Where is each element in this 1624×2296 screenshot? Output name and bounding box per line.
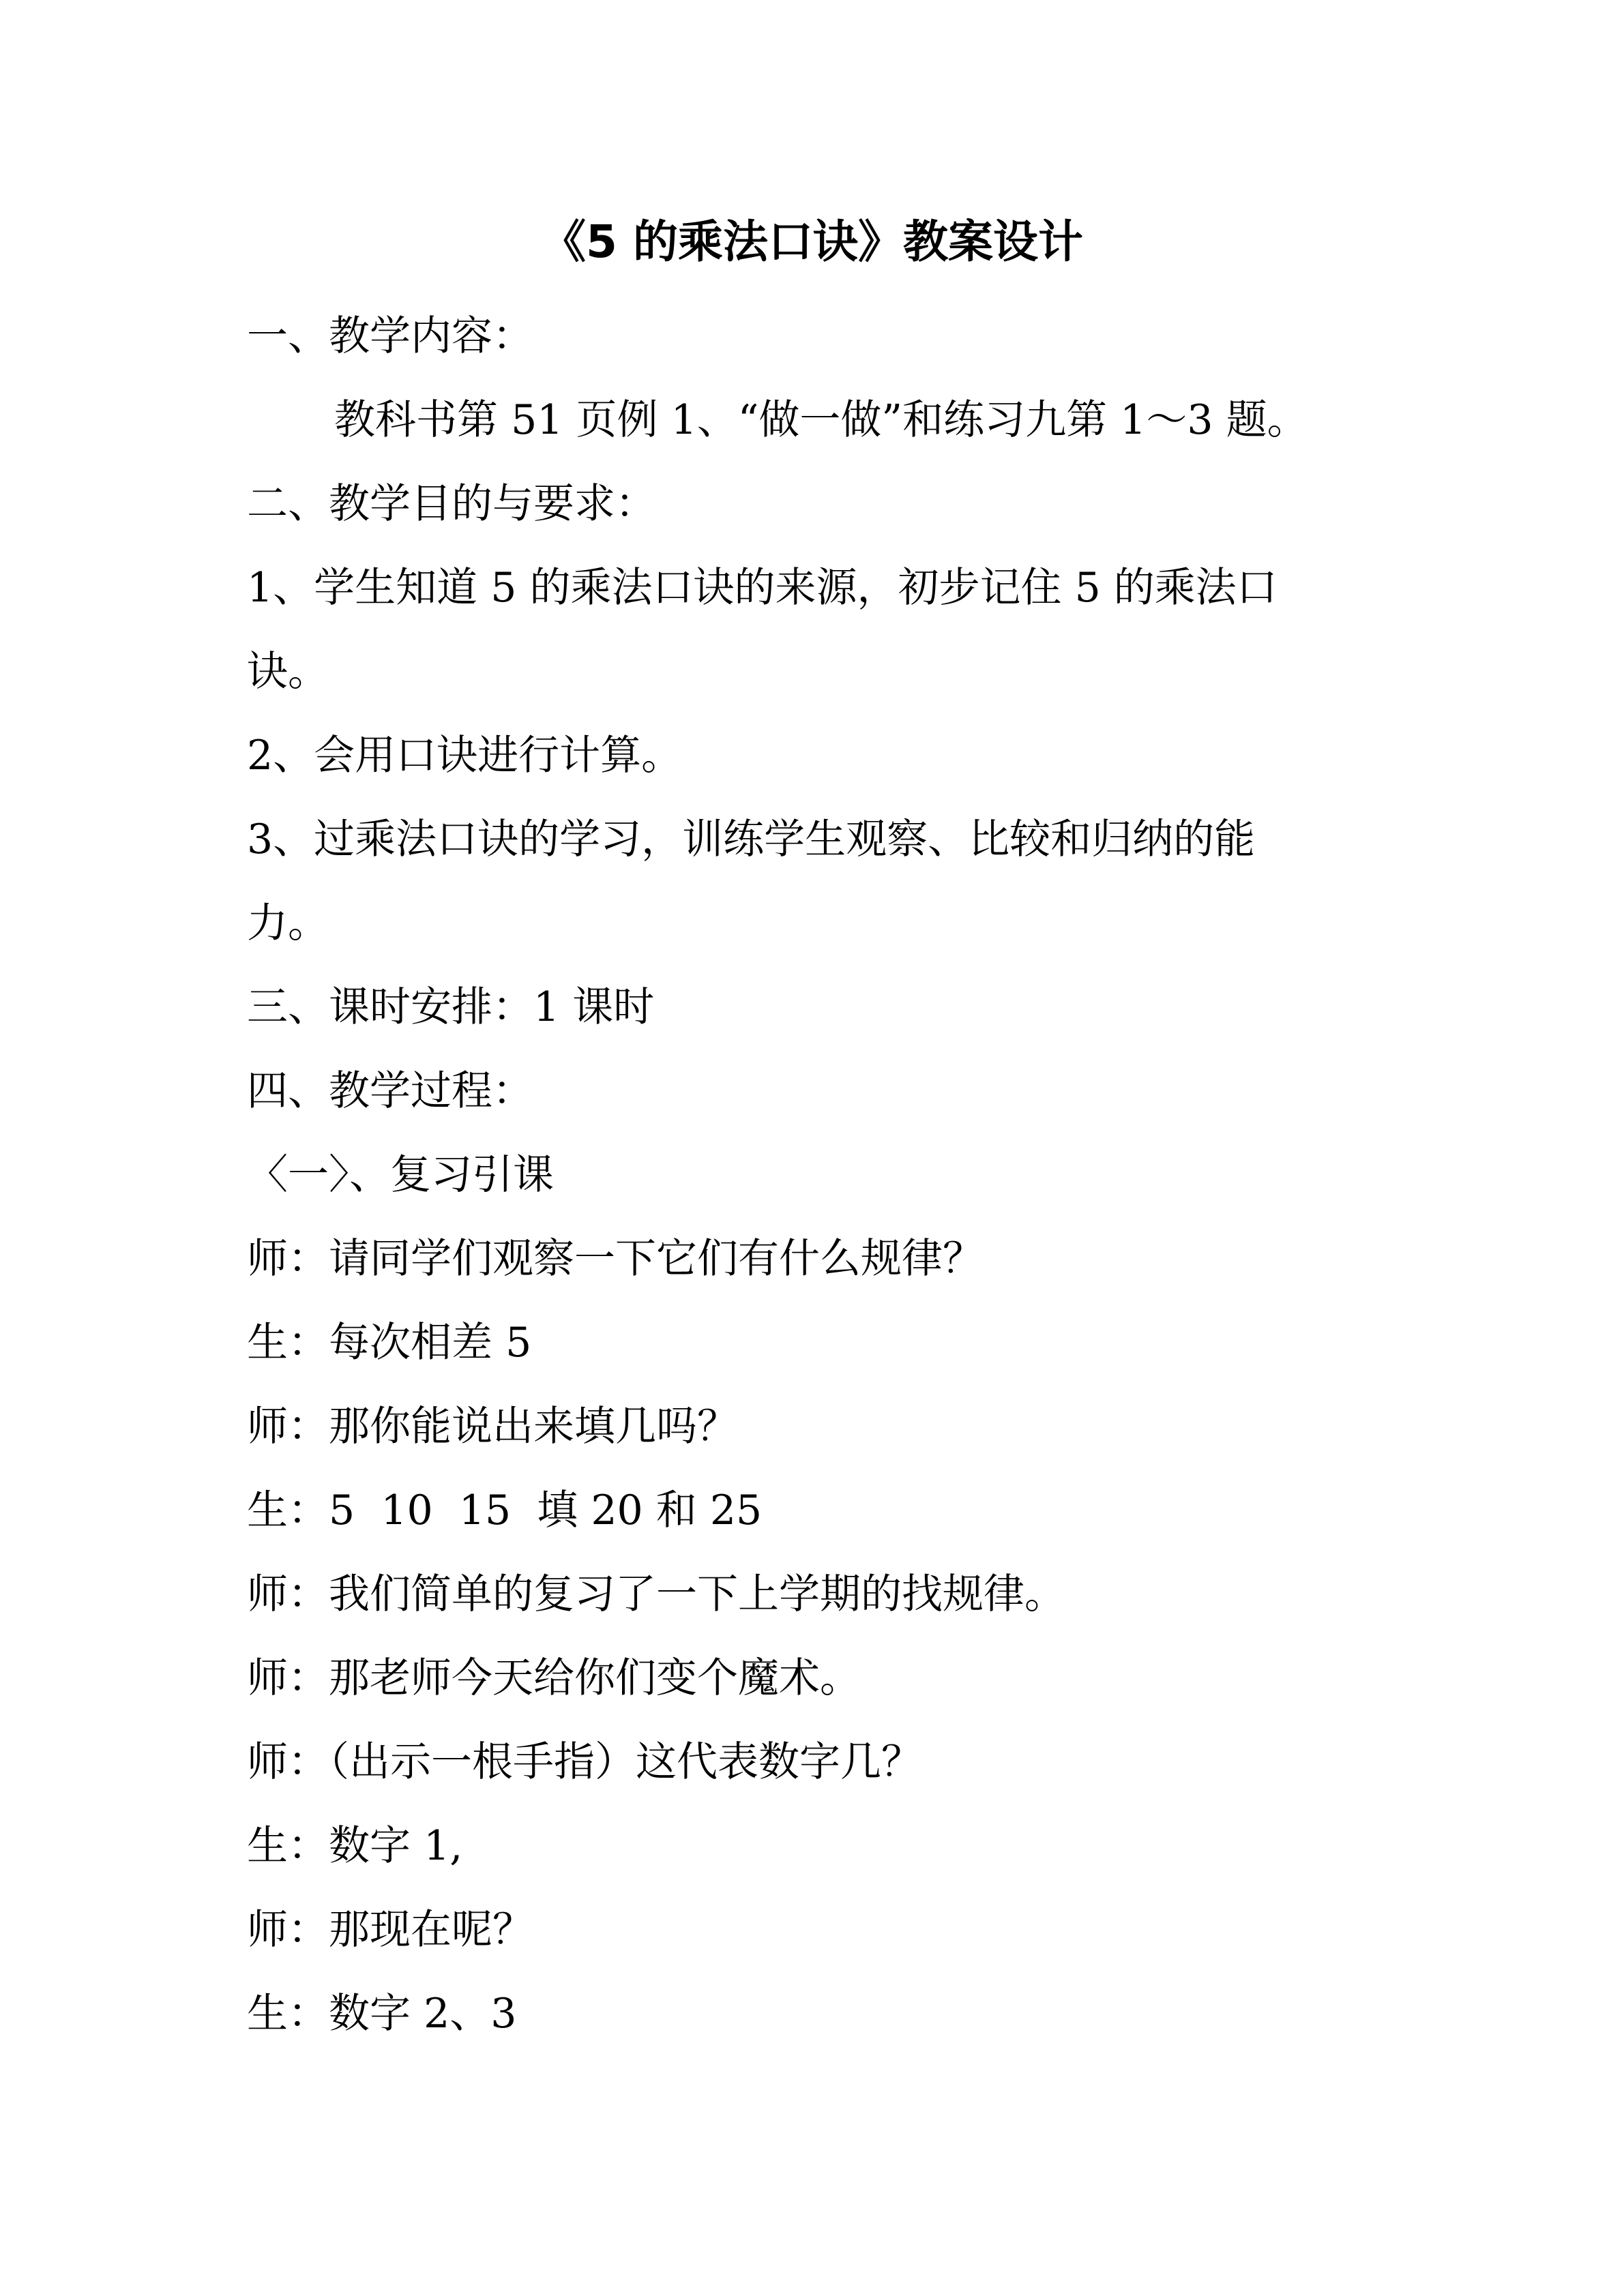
subsection-heading-review: 〈一〉、复习引课 [247, 1151, 554, 1199]
goal-item-2: 2、会用口诀进行计算。 [247, 732, 683, 779]
section-heading-goals: 二、教学目的与要求： [247, 480, 656, 528]
dialogue-line: 师：（出示一根手指）这代表数字几？ [247, 1738, 922, 1786]
document-title: 《5 的乘法口诀》教案设计 [541, 215, 1083, 268]
goal-item-1-continued: 诀。 [247, 648, 329, 696]
document-body [247, 295, 1379, 2056]
section-heading-process: 四、教学过程： [247, 1067, 533, 1115]
dialogue-line: 师：我们简单的复习了一下上学期的找规律。 [247, 1570, 1065, 1618]
dialogue-line: 生：5 10 15 填 20 和 25 [247, 1487, 763, 1534]
dialogue-line: 师：那老师今天给你们变个魔术。 [247, 1654, 861, 1702]
dialogue-line: 生：数字 1, [247, 1822, 463, 1870]
paragraph-textbook-pages: 教科书第 51 页例 1、“做一做”和练习九第 1～3 题。 [334, 396, 1308, 444]
dialogue-line: 师：请同学们观察一下它们有什么规律？ [247, 1235, 984, 1283]
dialogue-line: 师：那你能说出来填几吗？ [247, 1403, 738, 1450]
goal-item-3: 3、过乘法口诀的学习，训练学生观察、比较和归纳的能 [247, 816, 1256, 863]
dialogue-line: 生：数字 2、3 [247, 1990, 517, 2038]
goal-item-1: 1、学生知道 5 的乘法口诀的来源，初步记住 5 的乘法口 [247, 564, 1278, 612]
dialogue-line: 师：那现在呢？ [247, 1906, 533, 1954]
dialogue-line: 生：每次相差 5 [247, 1319, 532, 1367]
section-heading-schedule: 三、课时安排：1 课时 [247, 983, 655, 1031]
goal-item-3-continued: 力。 [247, 899, 329, 947]
section-heading-content: 一、教学内容： [247, 312, 533, 360]
